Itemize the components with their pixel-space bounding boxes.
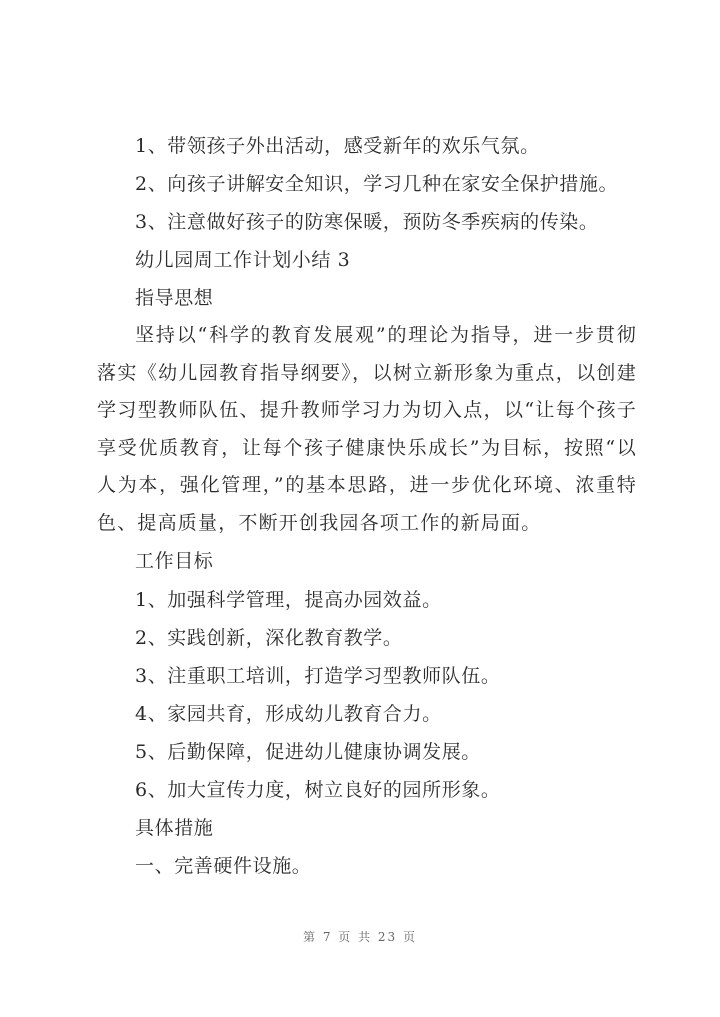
section-heading: 指导思想 [135,287,214,309]
page-footer: 第 7 页 共 23 页 [303,930,417,944]
list-item: 3、注意做好孩子的防寒保暖，预防冬季疾病的传染。 [135,211,599,233]
list-item: 1、带领孩子外出活动，感受新年的欢乐气氛。 [135,135,540,157]
list-item: 4、家园共育，形成幼儿教育合力。 [135,703,442,725]
list-item: 2、实践创新，深化教育教学。 [135,627,403,649]
list-item: 一、完善硬件设施。 [135,855,312,877]
body-paragraph: 坚持以“科学的教育发展观”的理论为指导，进一步贯彻落实《幼儿园教育指导纲要》，以树立新形象为重点，以创建学习型教师队伍、提升教师学习力为切入点，以“让每个孩子享受优质教育，让每个孩子健康快乐成长”为目标，按照“以人为本，强化管理，”的基本思路，进一步优化环境、浓重特色、提高质量，不断开创我园各项工作的新局面。 [97,324,637,534]
list-item: 2、向孩子讲解安全知识，学习几种在家安全保护措施。 [135,173,619,195]
section-heading: 具体措施 [135,817,214,839]
section-title: 幼儿园周工作计划小结 3 [135,249,351,271]
list-item: 1、加强科学管理，提高办园效益。 [135,589,442,611]
list-item: 3、注重职工培训，打造学习型教师队伍。 [135,665,501,687]
list-item: 5、后勤保障，促进幼儿健康协调发展。 [135,741,481,763]
section-heading: 工作目标 [135,550,214,572]
list-item: 6、加大宣传力度，树立良好的园所形象。 [135,779,501,801]
